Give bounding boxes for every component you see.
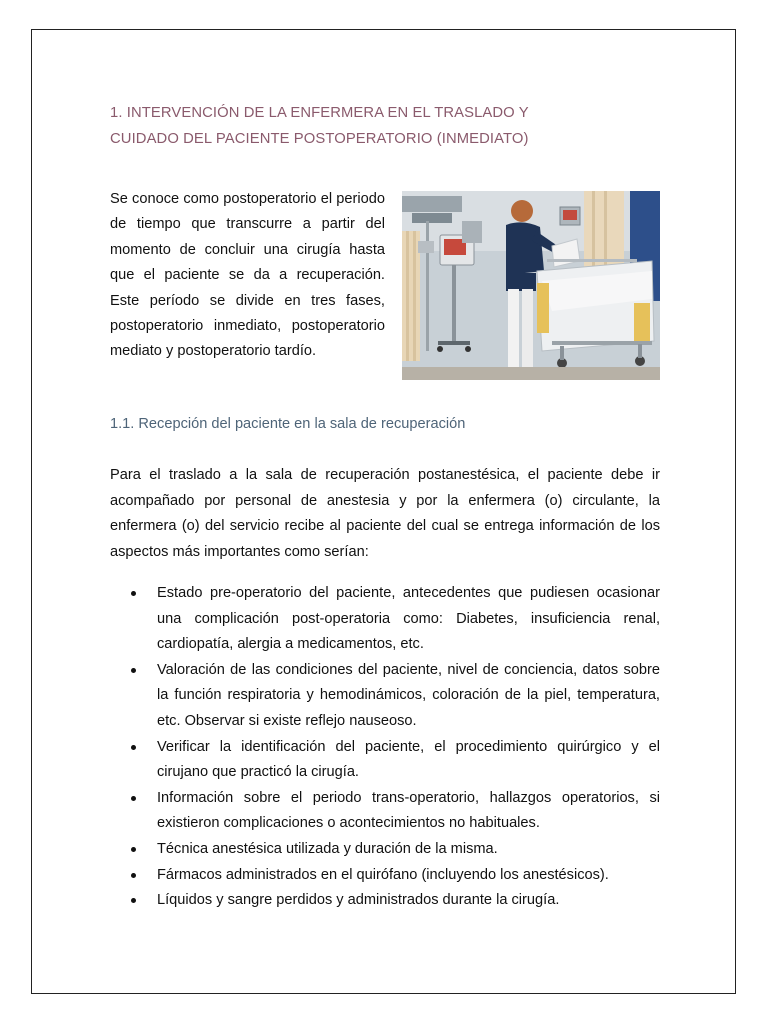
list-item-text: Valoración de las condiciones del paciente, nivel de conciencia, datos sobre la función respiratoria y hemodinámicos, coloración de la piel, temperatura, etc. Observar si existe reflejo nauseoso. [157,661,660,729]
bullet-icon [131,591,136,596]
list-item-text: Estado pre-operatorio del paciente, antecedentes que pudiesen ocasionar una complicación post-operatoria como: Diabetes, insuficiencia renal, cardiopatía, alergia a medicamentos, etc. [157,585,660,653]
list-item-text: Fármacos administrados en el quirófano (incluyendo los anestésicos). [157,866,609,883]
list-item-text: Información sobre el periodo trans-operatorio, hallazgos operatorios, si existieron complicaciones o acontecimientos no habituales. [157,789,660,832]
list-item [110,888,660,914]
body-paragraph: Para el traslado a la sala de recuperación postanestésica, el paciente debe ir acompañado por personal de anestesia y por la enfermera (o) circulante, la enfermera (o) del servicio recibe al paciente del cual se entrega información de los aspectos más importantes como serían: [110,467,660,560]
bullet-list [110,581,660,914]
list-item [110,581,660,658]
nurse-patient-photo [402,191,660,380]
intro-paragraph: Se conoce como postoperatorio el periodo de tiempo que transcurre a partir del momento de concluir una cirugía hasta que el paciente se da a recuperación. Este período se divide en tres fases, postoperatorio inmediato, postoperatorio mediato y postoperatorio tardío. [110,191,385,360]
list-item [110,863,660,889]
bullet-icon [131,847,136,852]
list-item [110,786,660,837]
bullet-icon [131,796,136,801]
bullet-icon [131,873,136,878]
section-heading-line-1: 1. INTERVENCIÓN DE LA ENFERMERA EN EL TRASLADO Y [110,105,529,121]
bullet-icon [131,898,136,903]
document-page [31,29,736,994]
section-heading-line-2: CUIDADO DEL PACIENTE POSTOPERATORIO (INMEDIATO) [110,131,529,147]
list-item [110,837,660,863]
bullet-icon [131,745,136,750]
bullet-icon [131,668,136,673]
list-item-text: Líquidos y sangre perdidos y administrados durante la cirugía. [157,892,560,909]
section-heading [110,100,670,152]
list-item-text: Técnica anestésica utilizada y duración de la misma. [157,840,498,857]
subsection-heading: 1.1. Recepción del paciente en la sala de recuperación [110,416,466,432]
list-item-text: Verificar la identificación del paciente, el procedimiento quirúrgico y el cirujano que practicó la cirugía. [157,738,660,781]
list-item [110,658,660,735]
list-item [110,735,660,786]
